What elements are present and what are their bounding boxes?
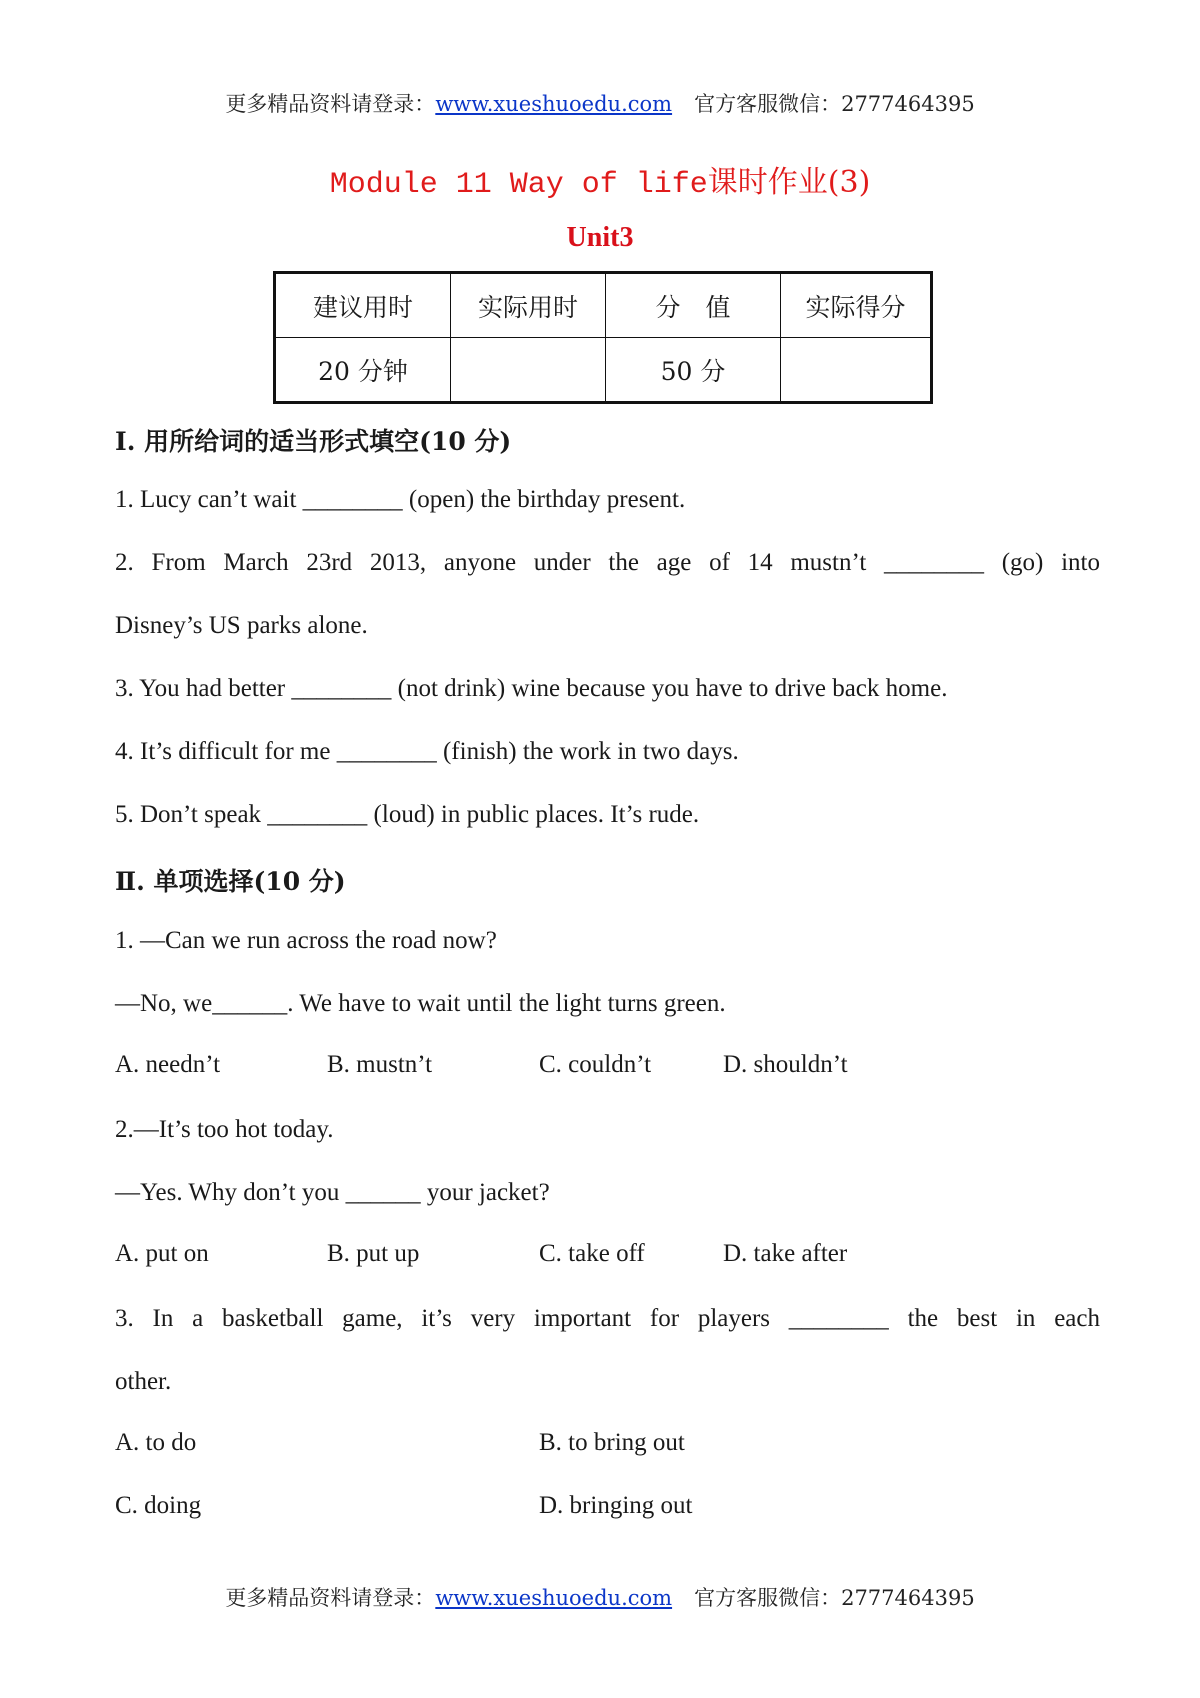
answer-text: —Yes. Why don’t you ______ your jacket?: [115, 1179, 550, 1206]
table-cell: 20 分钟: [275, 338, 451, 403]
question-text: 1. —Can we run across the road now?: [115, 927, 497, 954]
table-cell: [451, 338, 606, 403]
question-text: 3. You had better ________ (not drink) wine because you have to drive back home.: [115, 675, 948, 702]
section-2-heading: Ⅱ. 单项选择(10 分): [115, 867, 346, 896]
table-row: [275, 338, 932, 403]
option-d: D. bringing out: [539, 1492, 693, 1519]
answer-text: —No, we______. We have to wait until the light turns green.: [115, 990, 726, 1017]
option-d: D. take after: [723, 1240, 848, 1267]
title-chinese: 课时作业(3): [707, 165, 871, 200]
question-text: Disney’s US parks alone.: [115, 612, 368, 639]
option-a: A. put on: [115, 1240, 209, 1267]
question-text: 2.—It’s too hot today.: [115, 1116, 334, 1143]
option-c: C. couldn’t: [539, 1051, 652, 1078]
banner-prefix: 更多精品资料请登录：: [225, 1586, 436, 1610]
question-text: 2. From March 23rd 2013, anyone under the age of 14 mustn’t ________ (go) into: [115, 549, 1100, 576]
unit-subtitle: Unit3: [566, 222, 634, 253]
table-cell: [781, 338, 932, 403]
table-header-row: [275, 273, 932, 338]
score-table: [273, 271, 933, 404]
header-banner: [0, 88, 1200, 118]
website-link[interactable]: www.xueshuoedu.com: [435, 92, 673, 116]
website-link[interactable]: www.xueshuoedu.com: [435, 1586, 673, 1610]
question-text: 3. In a basketball game, it’s very important for players ________ the best in each: [115, 1305, 1100, 1332]
footer-banner: [0, 1582, 1200, 1612]
option-c: C. take off: [539, 1240, 645, 1267]
question-text: other.: [115, 1368, 172, 1395]
option-a: A. to do: [115, 1429, 197, 1456]
service-contact: 官方客服微信：2777464395: [694, 1586, 975, 1610]
section-1-heading: Ⅰ. 用所给词的适当形式填空(10 分): [115, 427, 512, 456]
option-a: A. needn’t: [115, 1051, 221, 1078]
table-cell: 50 分: [606, 338, 781, 403]
banner-prefix: 更多精品资料请登录：: [225, 92, 436, 116]
option-c: C. doing: [115, 1492, 202, 1519]
table-header-cell: 建议用时: [275, 273, 451, 338]
table-header-cell: 实际用时: [451, 273, 606, 338]
option-b: B. put up: [327, 1240, 420, 1267]
table-header-cell: 实际得分: [781, 273, 932, 338]
question-text: 5. Don’t speak ________ (loud) in public places. It’s rude.: [115, 801, 700, 828]
question-text: 1. Lucy can’t wait ________ (open) the birthday present.: [115, 486, 686, 513]
table-header-cell: 分 值: [606, 273, 781, 338]
service-contact: 官方客服微信：2777464395: [694, 92, 975, 116]
document-title: [0, 157, 1200, 202]
option-d: D. shouldn’t: [723, 1051, 848, 1078]
question-text: 4. It’s difficult for me ________ (finish) the work in two days.: [115, 738, 739, 765]
option-b: B. to bring out: [539, 1429, 685, 1456]
option-b: B. mustn’t: [327, 1051, 433, 1078]
title-english: Module 11 Way of life: [329, 168, 708, 202]
